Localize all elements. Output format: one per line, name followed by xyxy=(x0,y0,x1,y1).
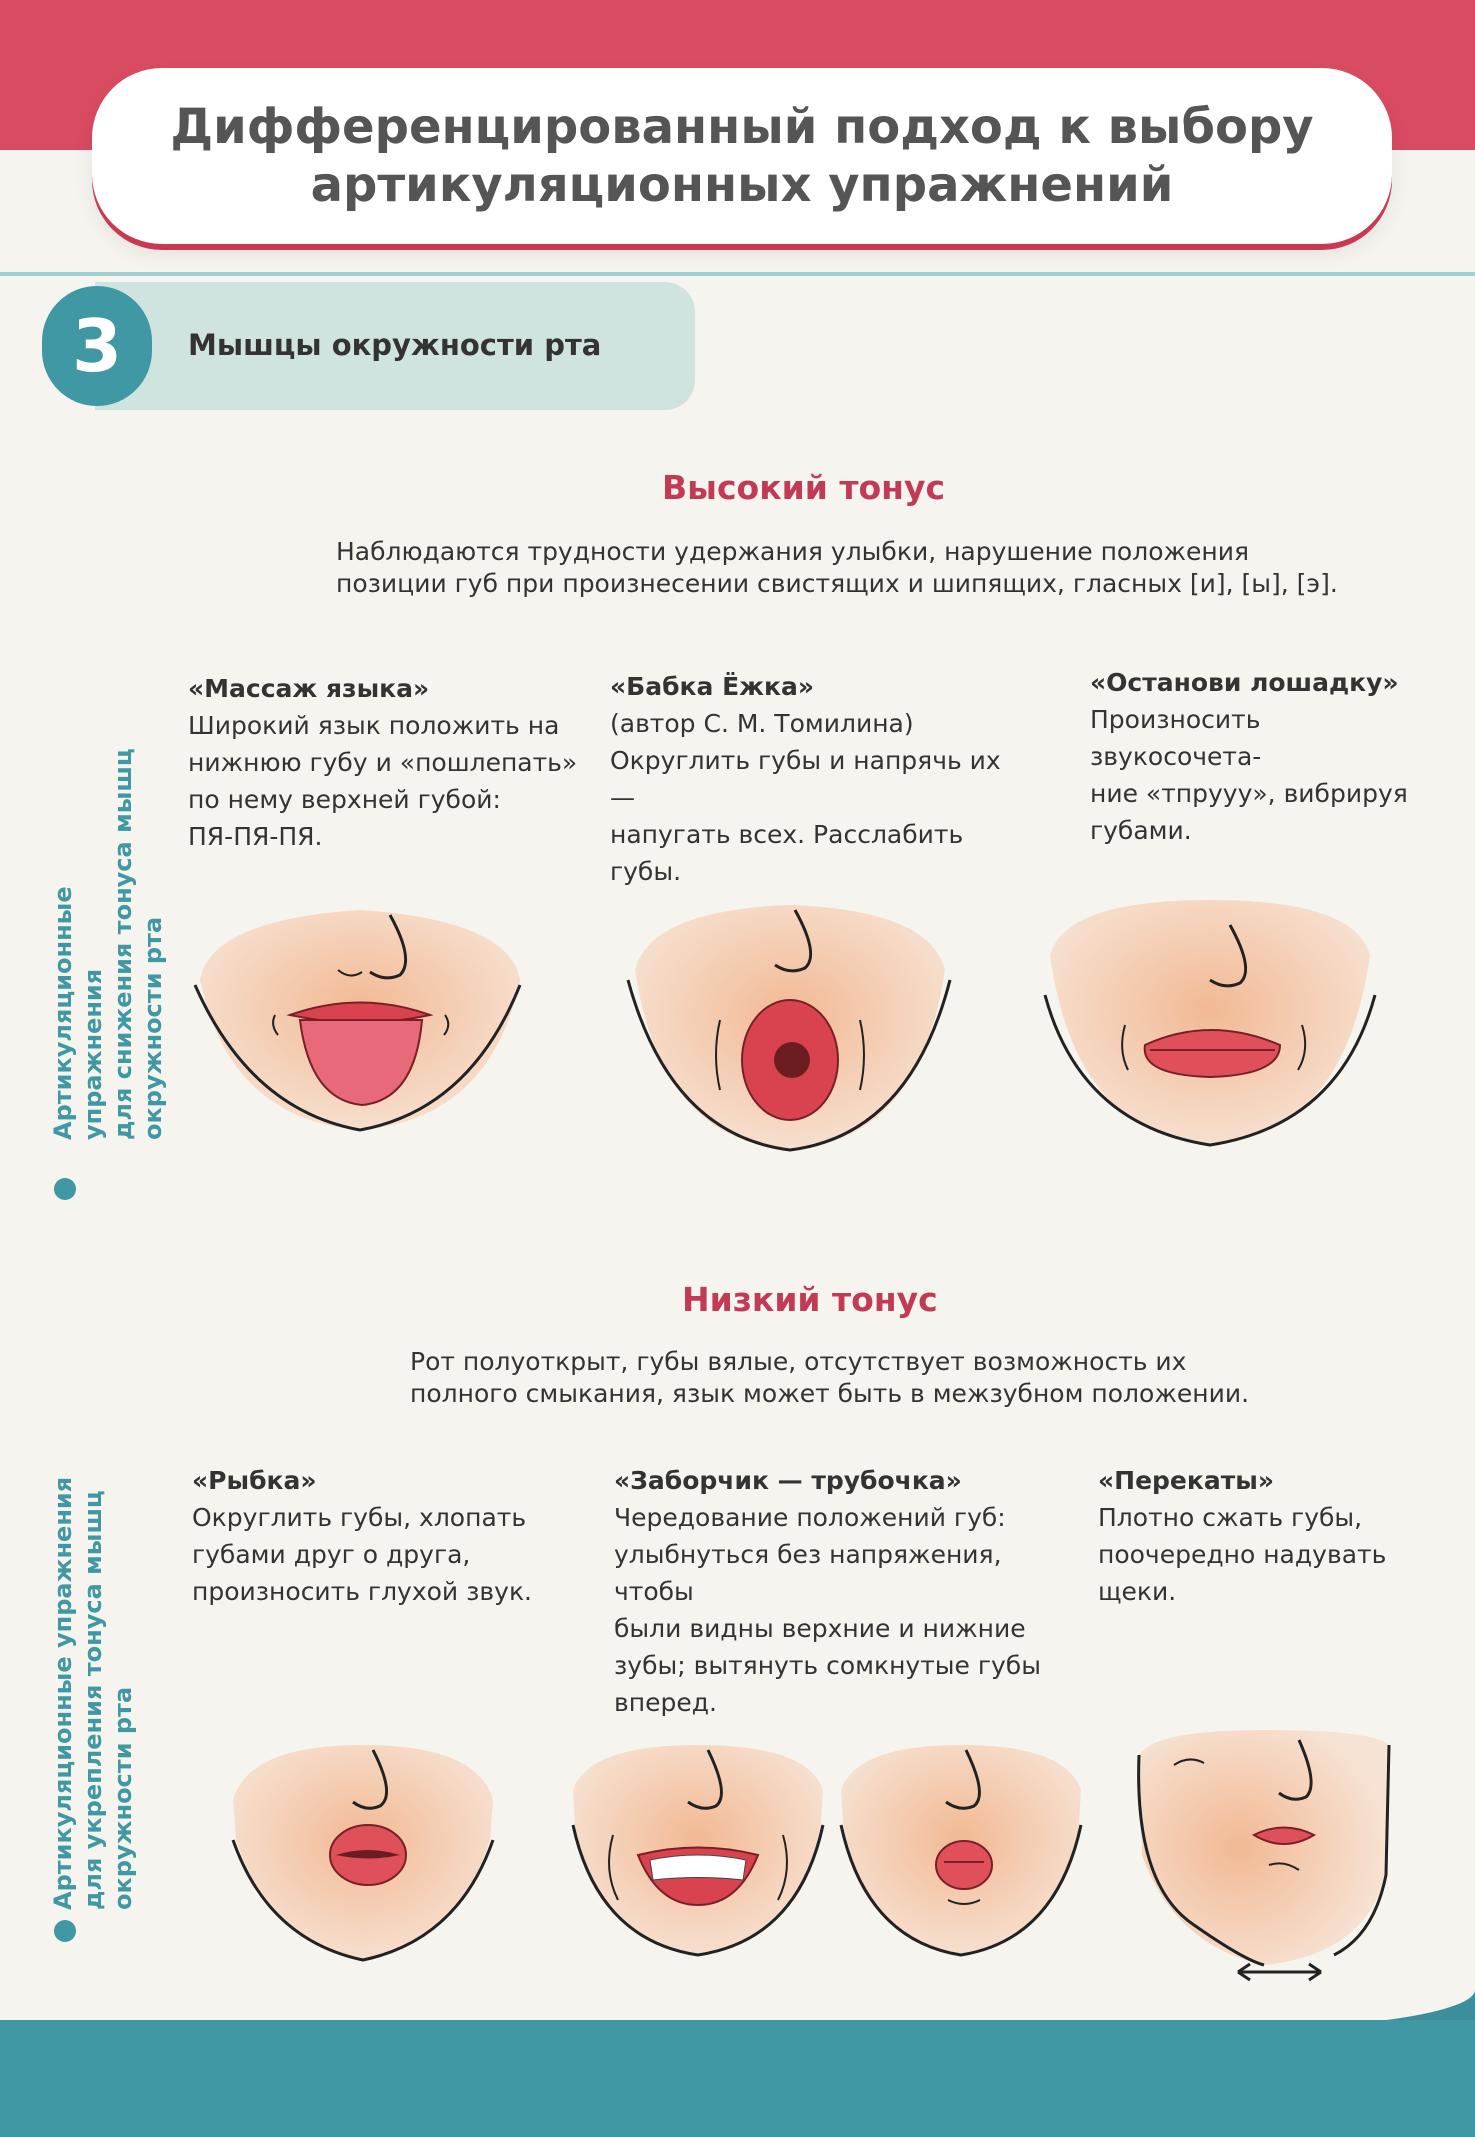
exercise-baba-yaga xyxy=(610,668,1010,890)
low-tone-desc-line-2: полного смыкания, язык может быть в межзубном положении. xyxy=(410,1379,1250,1408)
exercise-name: «Перекаты» xyxy=(1098,1466,1274,1495)
exercise-line: произносить глухой звук. xyxy=(192,1577,532,1606)
high-tone-side-label xyxy=(48,720,168,1140)
section-title: Мышцы окружности рта xyxy=(188,328,602,362)
exercise-fence-tube xyxy=(614,1462,1074,1721)
side-label-line-2: для укрепления тонуса мышц xyxy=(79,1490,107,1910)
exercise-line: (автор С. М. Томилина) xyxy=(610,709,914,738)
exercise-rolls xyxy=(1098,1462,1418,1610)
face-rounded-lips-illustration xyxy=(620,900,960,1160)
exercise-line: щеки. xyxy=(1098,1577,1177,1606)
exercise-line: зубы; вытянуть сомкнутые губы xyxy=(614,1651,1041,1680)
side-label-line-3: окружности рта xyxy=(109,1686,137,1910)
exercise-line: губами друг о друга, xyxy=(192,1540,471,1569)
exercise-line: Произносить звукосочета- xyxy=(1090,705,1262,771)
low-tone-desc-line-1: Рот полуоткрыт, губы вялые, отсутствует возможность их xyxy=(410,1347,1187,1376)
high-tone-desc-line-2: позиции губ при произнесении свистящих и шипящих, гласных [и], [ы], [э]. xyxy=(336,569,1338,598)
exercise-name: «Рыбка» xyxy=(192,1466,317,1495)
section-number-badge: 3 xyxy=(42,286,152,406)
exercise-line: Плотно сжать губы, xyxy=(1098,1503,1363,1532)
exercise-line: губами. xyxy=(1090,816,1192,845)
double-arrow-icon xyxy=(1232,1960,1327,1984)
exercise-line: были видны верхние и нижние xyxy=(614,1614,1026,1643)
exercise-line: Широкий язык положить на xyxy=(188,711,560,740)
low-tone-side-label xyxy=(48,1470,138,1910)
page-title-box xyxy=(92,68,1392,244)
exercise-fish xyxy=(192,1462,592,1610)
exercise-line: ПЯ-ПЯ-ПЯ. xyxy=(188,822,323,851)
exercise-name: «Заборчик — трубочка» xyxy=(614,1466,962,1495)
high-tone-desc-line-1: Наблюдаются трудности удержания улыбки, нарушение положения xyxy=(336,537,1250,566)
exercise-name: «Массаж языка» xyxy=(188,674,430,703)
exercise-line: улыбнуться без напряжения, чтобы xyxy=(614,1540,1002,1606)
side-label-line-3: окружности рта xyxy=(139,916,167,1140)
high-tone-description xyxy=(336,536,1338,600)
exercise-tongue-massage xyxy=(188,670,588,855)
high-tone-side-dot xyxy=(54,1178,76,1200)
low-tone-side-dot xyxy=(54,1920,76,1942)
face-vibrating-lips-illustration xyxy=(1040,895,1380,1155)
face-smile-fence-illustration xyxy=(568,1740,828,1970)
exercise-line: Чередование положений губ: xyxy=(614,1503,1006,1532)
exercise-line: нижнюю губу и «пошлепать» xyxy=(188,748,578,777)
page-title-line-1: Дифференцированный подход к выбору xyxy=(170,99,1314,155)
side-label-line-2: для снижения тонуса мышц xyxy=(109,748,137,1140)
divider-line xyxy=(0,272,1475,276)
face-tongue-out-illustration xyxy=(190,900,530,1140)
exercise-line: ние «тпрууу», вибрируя xyxy=(1090,779,1408,808)
exercise-line: напугать всех. Расслабить губы. xyxy=(610,820,964,886)
exercise-line: Округлить губы, хлопать xyxy=(192,1503,527,1532)
side-label-line-1: Артикуляционные упражнения xyxy=(49,886,107,1140)
low-tone-description xyxy=(410,1346,1249,1410)
high-tone-title: Высокий тонус xyxy=(662,468,946,507)
page-title-line-2: артикуляционных упражнений xyxy=(310,157,1174,213)
face-fish-lips-illustration xyxy=(228,1740,498,1970)
exercise-line: Округлить губы и напрячь их — xyxy=(610,746,1001,812)
bottom-color-band xyxy=(0,2020,1475,2137)
exercise-stop-the-horse xyxy=(1090,664,1430,849)
exercise-line: поочередно надувать xyxy=(1098,1540,1387,1569)
face-cheek-roll-illustration xyxy=(1134,1725,1394,1970)
low-tone-title: Низкий тонус xyxy=(682,1280,938,1319)
exercise-line: вперед. xyxy=(614,1688,717,1717)
face-tube-lips-illustration xyxy=(836,1740,1086,1970)
exercise-line: по нему верхней губой: xyxy=(188,785,501,814)
exercise-name: «Останови лошадку» xyxy=(1090,668,1399,697)
exercise-name: «Бабка Ёжка» xyxy=(610,672,815,701)
side-label-line-1: Артикуляционные упражнения xyxy=(49,1476,77,1910)
